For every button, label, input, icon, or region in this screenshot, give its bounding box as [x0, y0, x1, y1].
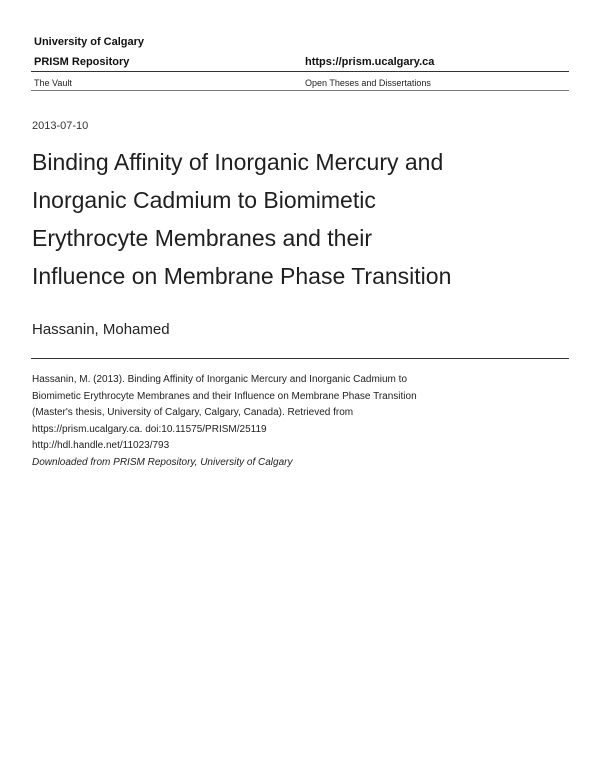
citation-line: (Master's thesis, University of Calgary, Calgary, Canada). Retrieved from	[32, 407, 354, 419]
citation-line: Hassanin, M. (2013). Binding Affinity of Inorganic Mercury and Inorganic Cadmium to	[32, 374, 407, 385]
collection-name: Open Theses and Dissertations	[305, 78, 431, 88]
citation-block	[32, 372, 552, 472]
institution-name: University of Calgary	[34, 36, 145, 48]
citation-line: Biomimetic Erythrocyte Membranes and their Influence on Membrane Phase Transition	[32, 390, 417, 402]
title-line: Erythrocyte Membranes and their	[32, 225, 373, 251]
repository-name: PRISM Repository	[34, 56, 130, 68]
document-title	[32, 143, 562, 295]
citation-doi-line[interactable]: https://prism.ucalgary.ca. doi:10.11575/PRISM/25119	[32, 423, 267, 435]
title-divider	[31, 358, 569, 359]
publication-date: 2013-07-10	[32, 120, 89, 132]
download-source-note: Downloaded from PRISM Repository, University of Calgary	[32, 456, 293, 468]
header-subdivider	[31, 90, 569, 91]
community-name: The Vault	[34, 78, 72, 88]
author-name: Hassanin, Mohamed	[32, 321, 170, 338]
header-divider	[31, 71, 569, 72]
citation-handle-link[interactable]: http://hdl.handle.net/11023/793	[32, 440, 170, 452]
repository-url-link[interactable]: https://prism.ucalgary.ca	[305, 56, 435, 68]
title-line: Inorganic Cadmium to Biomimetic	[32, 187, 376, 213]
title-line: Binding Affinity of Inorganic Mercury and	[32, 149, 444, 175]
title-line: Influence on Membrane Phase Transition	[32, 263, 452, 289]
